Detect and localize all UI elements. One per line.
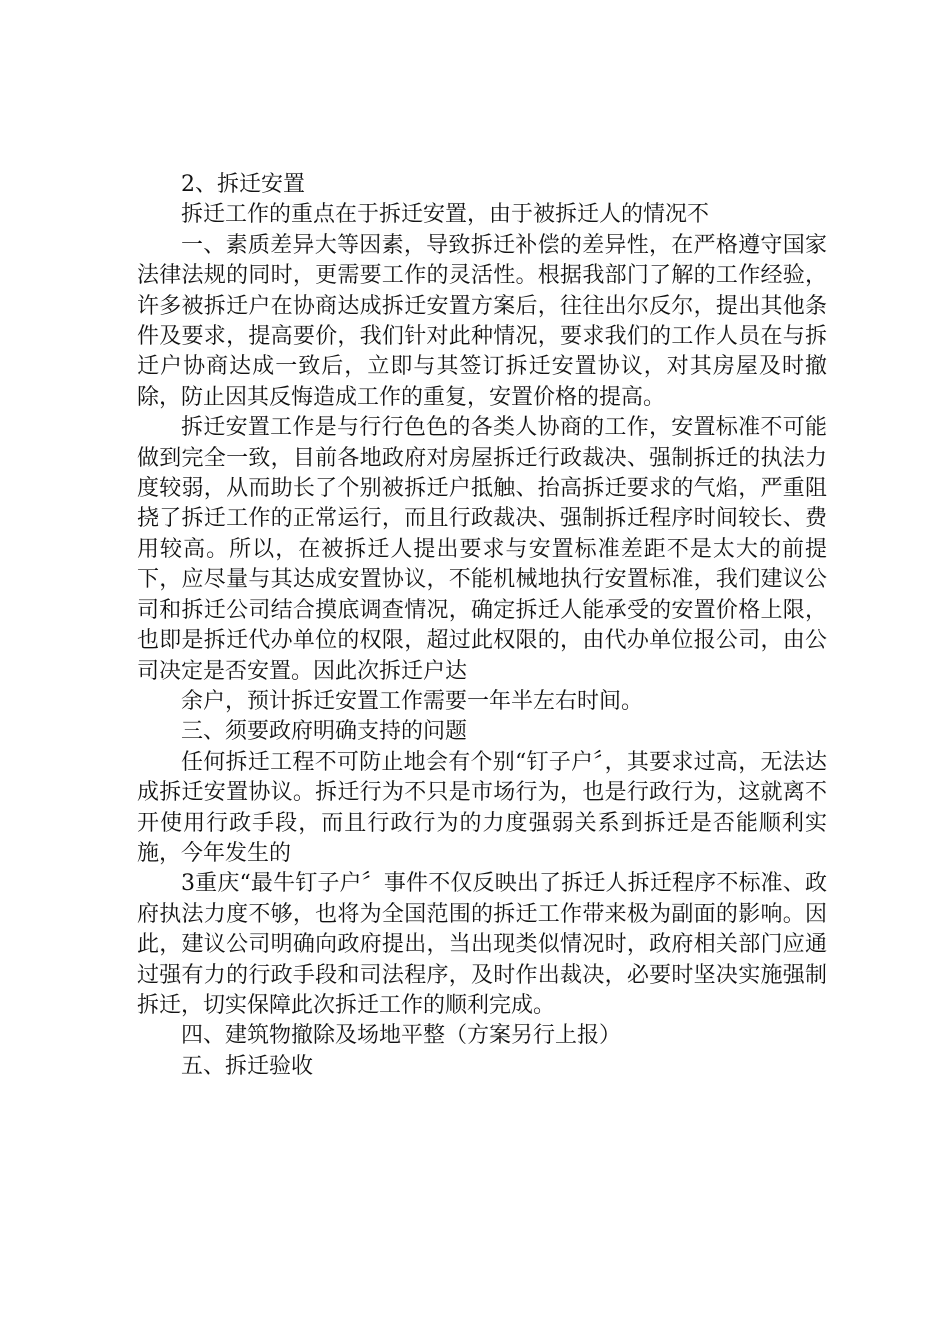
section-heading-acceptance: 五、拆迁验收	[181, 1053, 314, 1079]
paragraph-negotiation-standards: 拆迁安置工作是与行行色色的各类人协商的工作，安置标准不可能做到完全一致，目前各地政府对房屋拆迁行政裁决、强制拆迁的执法力度较弱，从而助长了个别被拆迁户抵触、抬高拆迁要求的气焰，严重阻挠了拆迁工作的正常运行，而且行政裁决、强制拆迁程序时间较长、费用较高。所以，在被拆迁人提出要求与安置标准差距不是太大的前提下，应尽量与其达成安置协议，不能机械地执行安置标准，我们建议公司和拆迁公司结合摸底调查情况，确定拆迁人能承受的安置价格上限，也即是拆迁代办单位的权限，超过此权限的，由代办单位报公司，由公司决定是否安置。因此次拆迁户达	[137, 415, 827, 684]
section-heading-government-support: 三、须要政府明确支持的问题	[181, 719, 468, 745]
paragraph-compensation-differences: 一、素质差异大等因素，导致拆迁补偿的差异性，在严格遵守国家法律法规的同时，更需要工作的灵活性。根据我部门了解的工作经验，许多被拆迁户在协商达成拆迁安置方案后，往往出尔反尔，提出其他条件及要求，提高要价，我们针对此种情况，要求我们的工作人员在与拆迁户协商达成一致后，立即与其签订拆迁安置协议，对其房屋及时撤除，防止因其反悔造成工作的重复，安置价格的提高。	[137, 232, 827, 410]
paragraph-timeline: 余户，预计拆迁安置工作需要一年半左右时间。	[181, 688, 644, 714]
paragraph-holdout-households: 任何拆迁工程不可防止地会有个别“钉子户〞，其要求过高，无法达成拆迁安置协议。拆迁行为不只是市场行为，也是行政行为，这就离不开使用行政手段，而且行政行为的力度强弱关系到拆迁是否能顺利实施，今年发生的	[137, 749, 827, 866]
document-page	[137, 170, 827, 1082]
paragraph-chongqing-case: 3重庆“最牛钉子户〞事件不仅反映出了拆迁人拆迁程序不标准、政府执法力度不够，也将为全国范围的拆迁工作带来极为副面的影响。因此，建议公司明确向政府提出，当出现类似情况时，政府相关部门应通过强有力的行政手段和司法程序，及时作出裁决，必要时坚决实施强制拆迁，切实保障此次拆迁工作的顺利完成。	[137, 871, 827, 1018]
paragraph-relocation-intro: 拆迁工作的重点在于拆迁安置，由于被拆迁人的情况不	[181, 202, 710, 228]
section-heading-relocation: 2、拆迁安置	[181, 172, 305, 197]
section-heading-demolition: 四、建筑物撤除及场地平整（方案另行上报）	[181, 1023, 622, 1049]
